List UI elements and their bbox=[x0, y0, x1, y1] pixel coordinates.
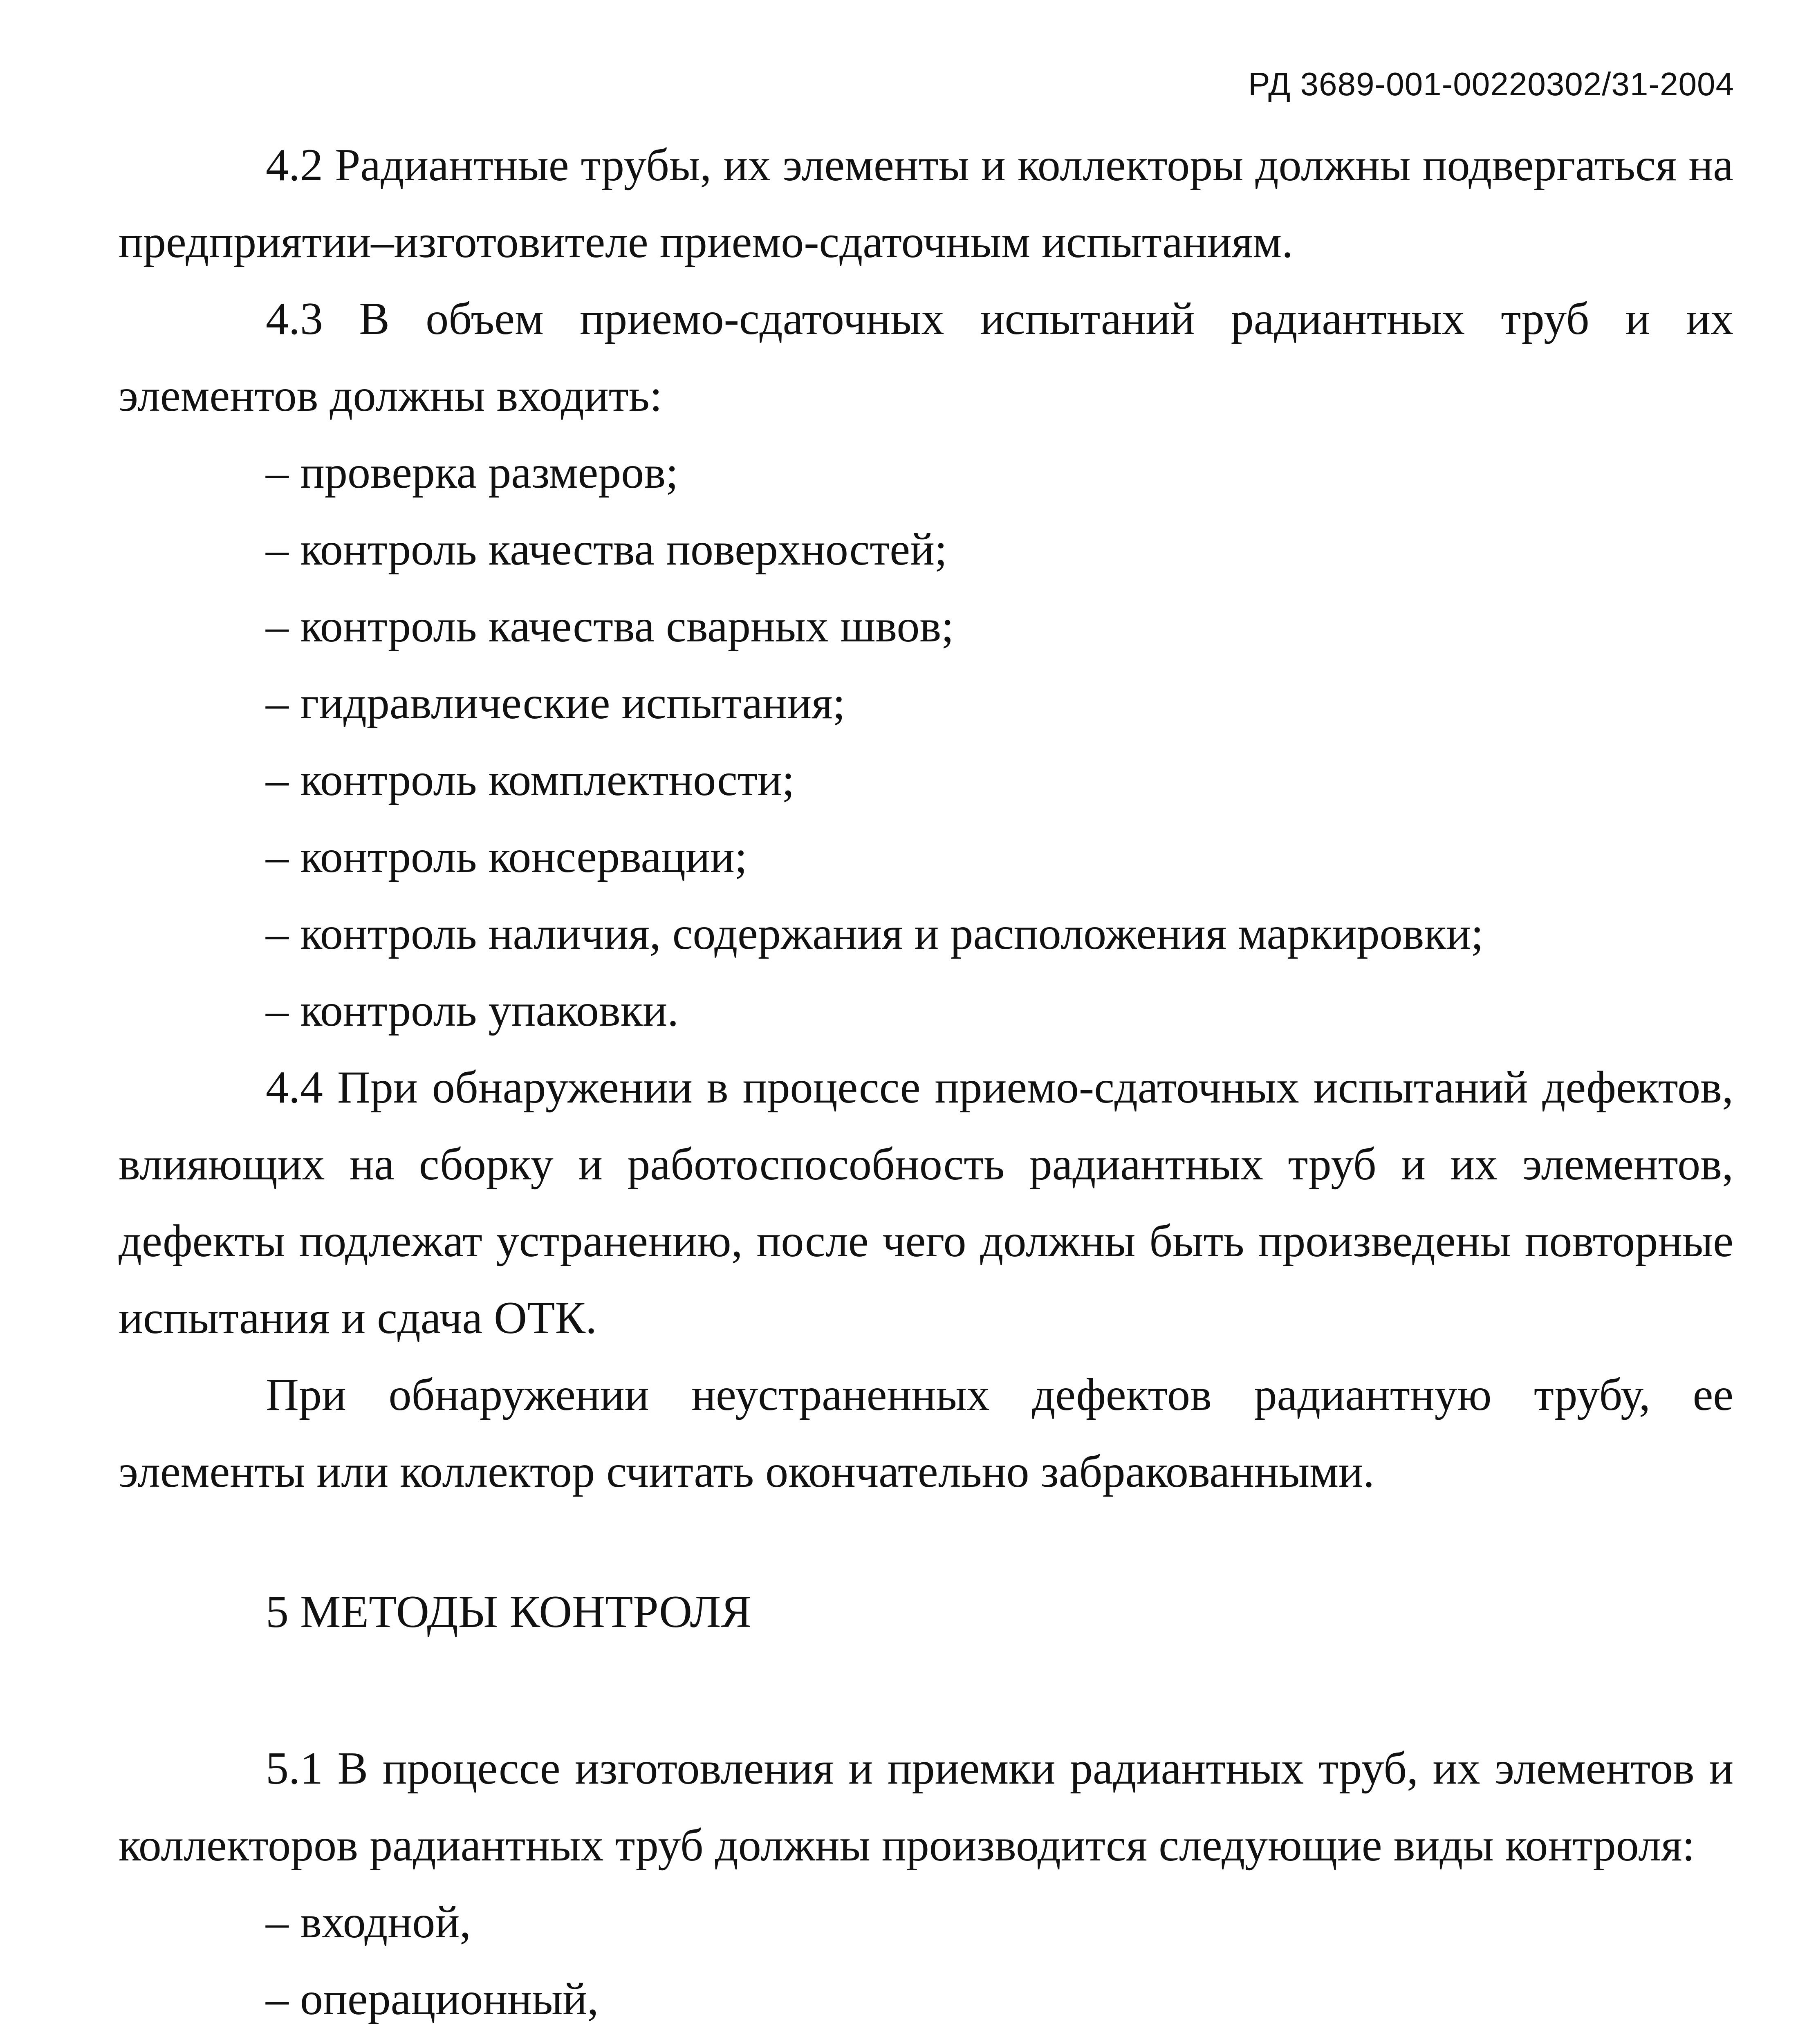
document-code: РД 3689-001-00220302/31-2004 bbox=[1248, 66, 1734, 102]
list-item: – входной, bbox=[266, 1897, 471, 1948]
list-item: – контроль упаковки. bbox=[266, 985, 679, 1036]
list-item: – контроль комплектности; bbox=[266, 755, 795, 805]
document-body bbox=[119, 127, 1733, 2044]
paragraph-4-2: 4.2 Радиантные трубы, их элементы и коллекторы должны подвергаться на предприятии–изготовителе приемо-сдаточным испытаниям. bbox=[119, 140, 1733, 267]
list-5-1 bbox=[119, 1884, 1733, 2044]
list-item: – контроль наличия, содержания и расположения маркировки; bbox=[266, 908, 1484, 959]
paragraph-5-1: 5.1 В процессе изготовления и приемки радиантных труб, их элементов и коллекторов радиантных труб должны производится следующие виды контроля: bbox=[119, 1743, 1733, 1871]
list-item: – гидравлические испытания; bbox=[266, 678, 845, 728]
list-item: – операционный, bbox=[266, 1974, 599, 2024]
list-item bbox=[119, 2037, 1733, 2044]
paragraph-4-3: 4.3 В объем приемо-сдаточных испытаний радиантных труб и их элементов должны входить: bbox=[119, 294, 1733, 421]
paragraph-4-4-rejected: При обнаружении неустраненных дефектов радиантную трубу, ее элементы или коллектор считать окончательно забракованными. bbox=[119, 1369, 1733, 1497]
list-item: – контроль качества поверхностей; bbox=[266, 524, 948, 575]
list-item: – проверка размеров; bbox=[266, 447, 679, 498]
section-heading-5: 5 МЕТОДЫ КОНТРОЛЯ bbox=[266, 1587, 752, 1637]
paragraph-4-4: 4.4 При обнаружении в процессе приемо-сдаточных испытаний дефектов, влияющих на сборку и работоспособность радиантных труб и их элементов, дефекты подлежат устранению, после чего должны быть произведены повторные испытания и сдача ОТК. bbox=[119, 1062, 1733, 1343]
list-4-3 bbox=[119, 434, 1733, 1049]
list-item: – контроль качества сварных швов; bbox=[266, 601, 954, 652]
list-item: – контроль консервации; bbox=[266, 831, 747, 882]
